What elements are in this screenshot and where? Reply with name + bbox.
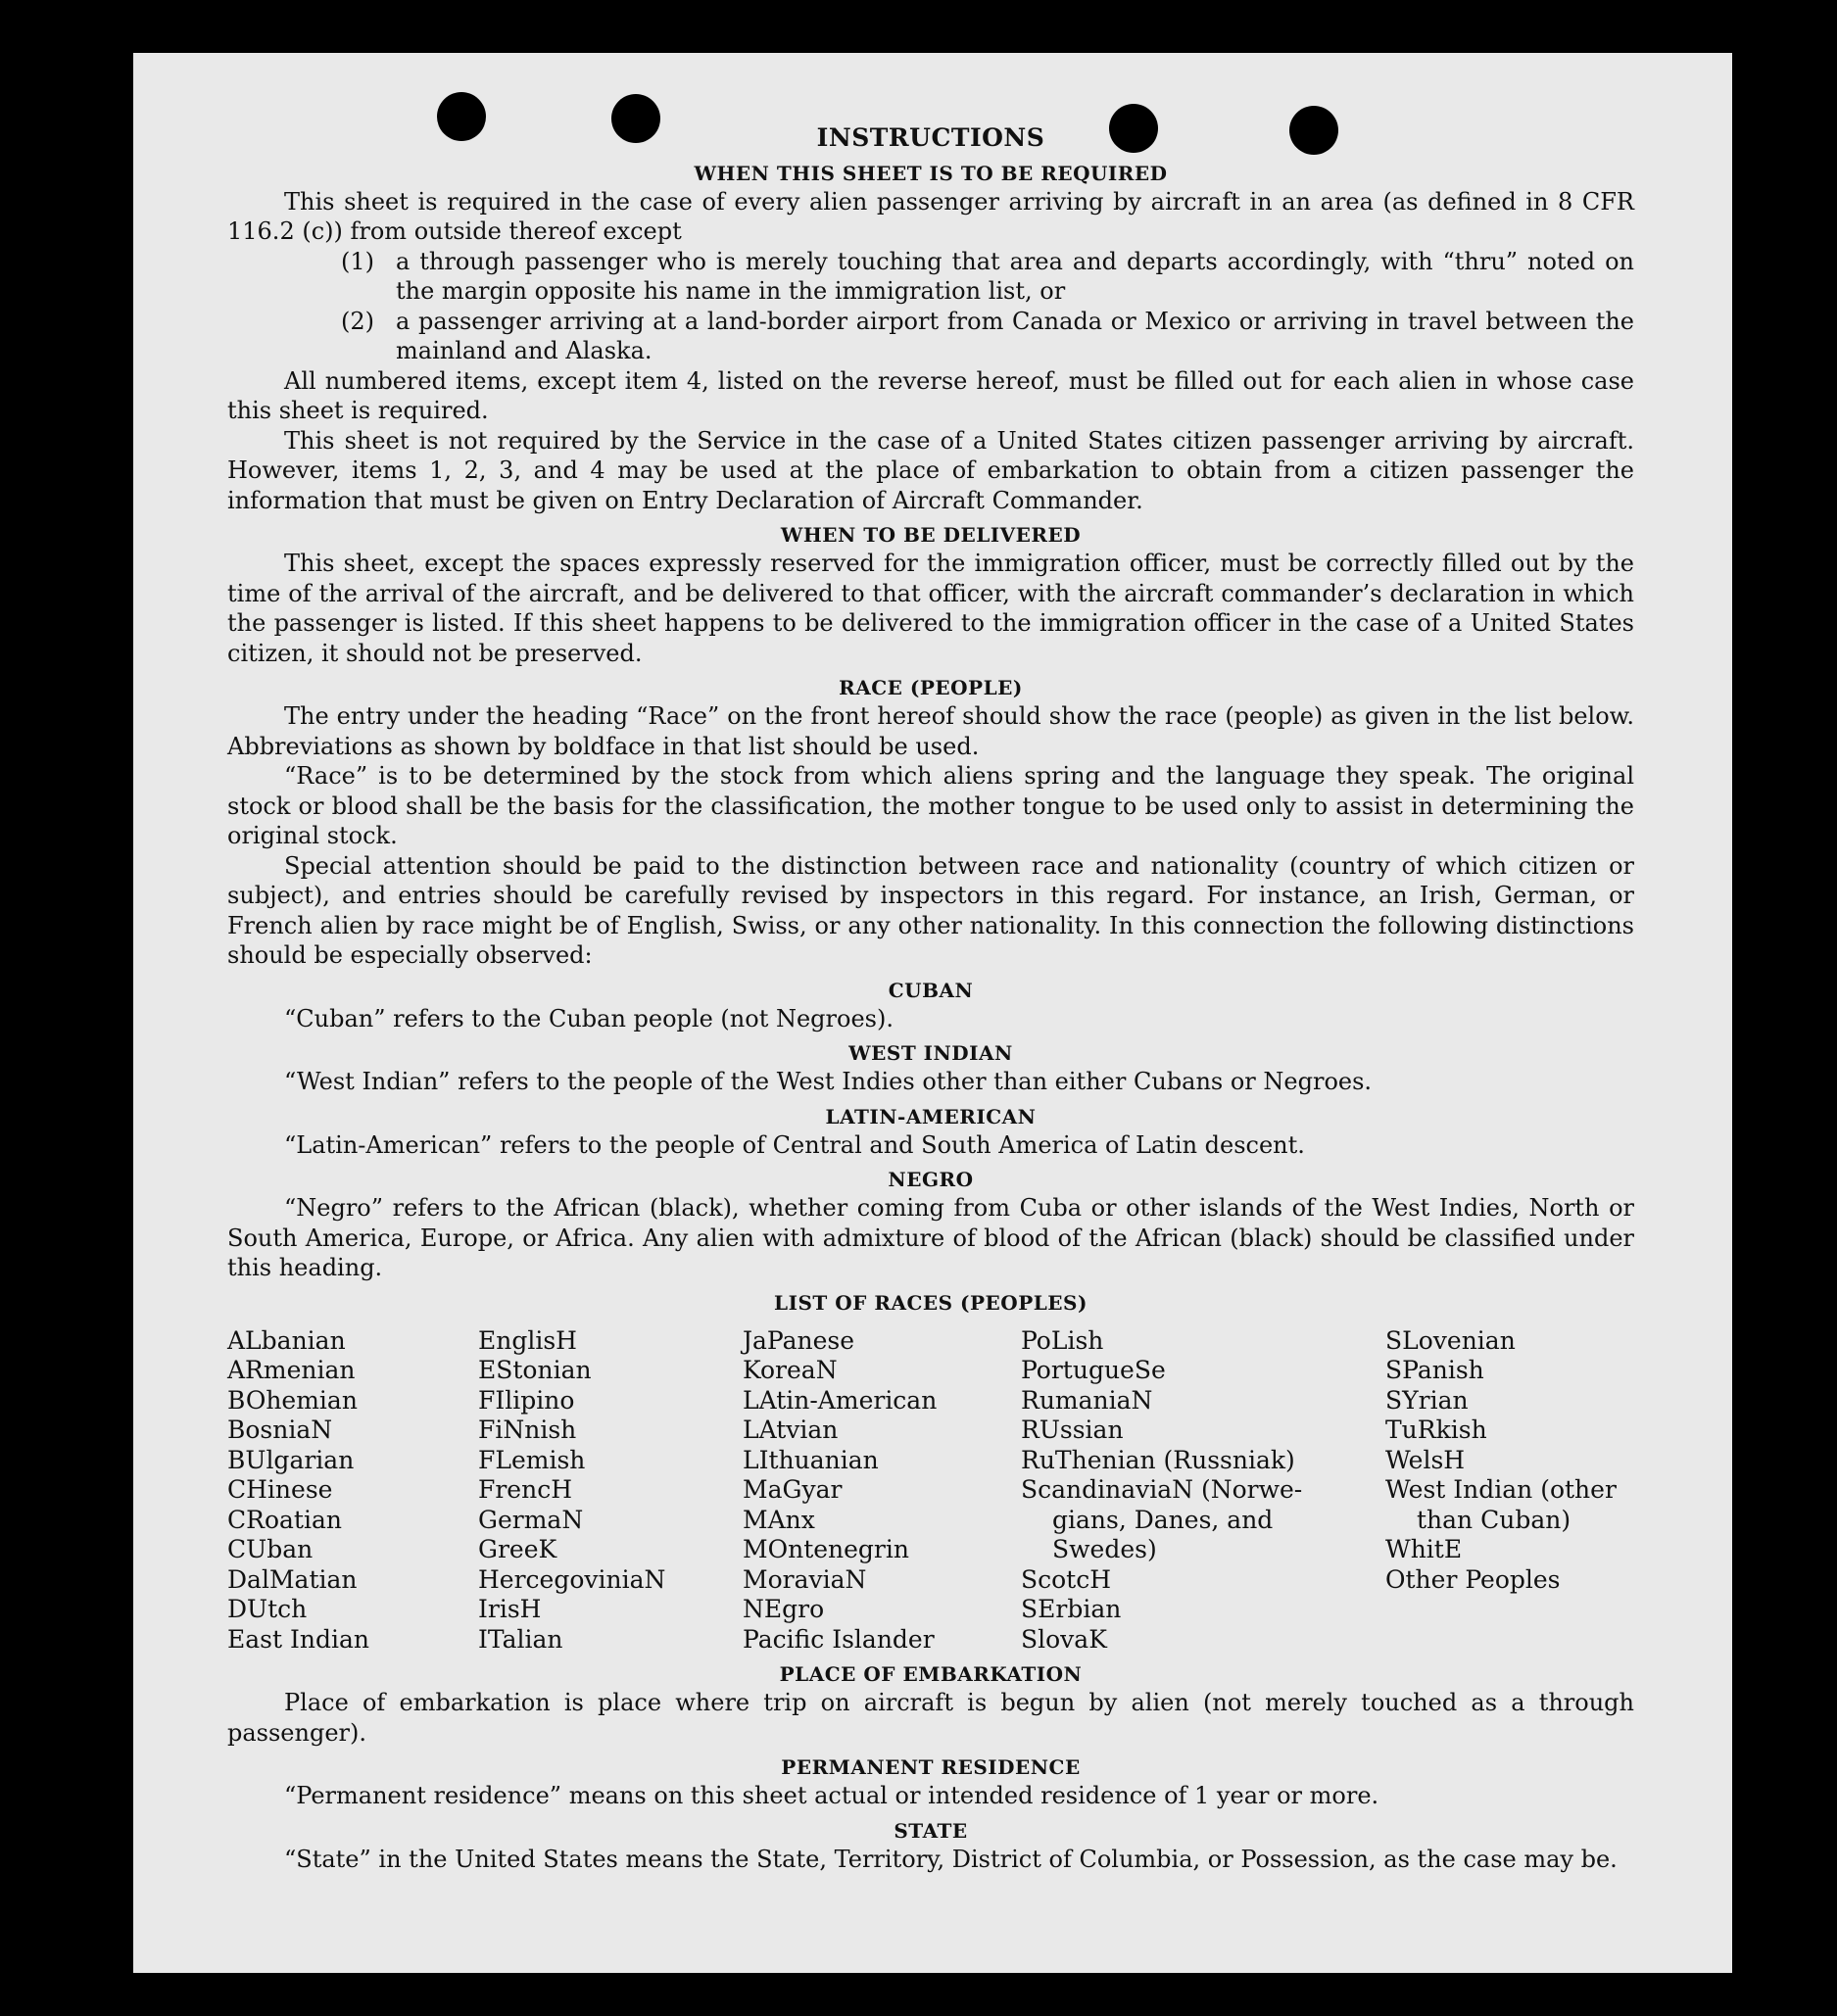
- race-entry: WhitE: [1385, 1535, 1463, 1563]
- paragraph: “State” in the United States means the State, Territory, District of Columbia, or Possession, as the case may be.: [284, 1845, 1618, 1873]
- race-entry: MAnx: [743, 1505, 815, 1534]
- race-column-4: [1021, 1326, 1385, 1656]
- race-entry: MaGyar: [743, 1475, 843, 1504]
- race-entry: Swedes): [1052, 1535, 1157, 1563]
- list-item: [227, 247, 1634, 307]
- race-entry: CUban: [227, 1535, 314, 1563]
- list-item: [227, 307, 1634, 366]
- race-column-2: [478, 1326, 743, 1656]
- race-entry: ScotcH: [1021, 1564, 1112, 1594]
- race-entry: Other Peoples: [1385, 1564, 1561, 1594]
- race-entry: West Indian (other: [1385, 1475, 1617, 1504]
- paragraph: Special attention should be paid to the distinction between race and nationality (country of which citizen or subject), and entries should be carefully revised by inspectors in this regard. For instance, an Irish, German, or French alien by race might be of English, Swiss, or any other nationality. In this connection the following distinctions should be especially observed:: [227, 851, 1634, 969]
- race-entry: RuThenian (Russniak): [1021, 1445, 1295, 1474]
- race-entry: IrisH: [478, 1595, 542, 1623]
- race-entry: DUtch: [227, 1595, 308, 1623]
- race-entry: MoraviaN: [743, 1564, 867, 1594]
- race-entry: DalMatian: [227, 1564, 358, 1594]
- race-entry: ARmenian: [227, 1356, 356, 1384]
- race-entry: FLemish: [478, 1445, 586, 1474]
- heading-list-of-races: LIST OF RACES (PEOPLES): [774, 1290, 1088, 1315]
- race-entry: PoLish: [1021, 1325, 1104, 1355]
- paragraph: Place of embarkation is place where trip on aircraft is begun by alien (not merely touched as a through passenger).: [227, 1689, 1634, 1747]
- item-text: a through passenger who is merely touching that area and departs accordingly, with “thru” noted on the margin opposite his name in the immigration list, or: [396, 247, 1634, 305]
- race-entry: SYrian: [1385, 1385, 1469, 1415]
- document-page: [133, 53, 1732, 1973]
- race-entry: LAtin-American: [743, 1385, 938, 1415]
- paragraph: “Cuban” refers to the Cuban people (not Negroes).: [284, 1004, 894, 1032]
- race-entry: JaPanese: [743, 1325, 855, 1355]
- paragraph: The entry under the heading “Race” on the front hereof should show the race (people) as given in the list below. Abbreviations as shown by boldface in that list should be used.: [227, 702, 1634, 760]
- race-entry: RumaniaN: [1021, 1385, 1153, 1415]
- race-entry: EnglisH: [478, 1325, 577, 1355]
- heading-west-indian: WEST INDIAN: [848, 1041, 1013, 1065]
- heading-state: STATE: [894, 1818, 968, 1843]
- heading-required: WHEN THIS SHEET IS TO BE REQUIRED: [694, 161, 1168, 185]
- race-entry: Pacific Islander: [743, 1624, 935, 1654]
- race-entry: LAtvian: [743, 1416, 839, 1444]
- race-entry: East Indian: [227, 1624, 369, 1654]
- paragraph: This sheet is required in the case of every alien passenger arriving by aircraft in an area (as defined in 8 CFR 116.2 (c)) from outside thereof except: [227, 187, 1634, 245]
- race-entry: FrencH: [478, 1475, 572, 1504]
- paragraph: “West Indian” refers to the people of the West Indies other than either Cubans or Negroes.: [284, 1068, 1373, 1095]
- race-entry: SLovenian: [1385, 1325, 1516, 1355]
- race-entry: LIthuanian: [743, 1445, 879, 1474]
- race-entry: FiNnish: [478, 1416, 577, 1444]
- race-entry: than Cuban): [1417, 1505, 1571, 1534]
- race-entry: gians, Danes, and: [1052, 1505, 1274, 1534]
- race-entry: BOhemian: [227, 1385, 358, 1415]
- race-entry: FIlipino: [478, 1385, 575, 1415]
- heading-embarkation: PLACE OF EMBARKATION: [779, 1662, 1083, 1686]
- race-entry: HercegoviniaN: [478, 1564, 666, 1594]
- paragraph: “Race” is to be determined by the stock from which aliens spring and the language they speak. The original stock or blood shall be the basis for the classification, the mother tongue to be used only to assist in determining the original stock.: [227, 762, 1634, 849]
- race-entry: SPanish: [1385, 1356, 1484, 1384]
- race-entry: ScandinaviaN (Norwe-: [1021, 1475, 1303, 1504]
- heading-delivered: WHEN TO BE DELIVERED: [780, 523, 1082, 547]
- race-entry: KoreaN: [743, 1356, 838, 1384]
- race-entry: SlovaK: [1021, 1624, 1107, 1654]
- item-text: a passenger arriving at a land-border airport from Canada or Mexico or arriving in travel between the mainland and Alaska.: [396, 307, 1634, 364]
- race-entry: RUssian: [1021, 1416, 1124, 1444]
- race-entry: PortugueSe: [1021, 1356, 1166, 1384]
- race-entry: BosniaN: [227, 1416, 333, 1444]
- race-entry: BUlgarian: [227, 1445, 355, 1474]
- race-entry: TuRkish: [1385, 1416, 1487, 1444]
- race-entry: EStonian: [478, 1356, 592, 1384]
- heading-residence: PERMANENT RESIDENCE: [781, 1755, 1081, 1779]
- page-title: INSTRUCTIONS: [816, 123, 1045, 152]
- race-list: [227, 1326, 1634, 1656]
- paragraph: “Negro” refers to the African (black), whether coming from Cuba or other islands of the West Indies, North or South America, Europe, or Africa. Any alien with admixture of blood of the African (black) should be classified under this heading.: [227, 1194, 1634, 1281]
- race-column-1: [227, 1326, 478, 1656]
- race-entry: GermaN: [478, 1505, 584, 1534]
- race-entry: ITalian: [478, 1624, 563, 1654]
- race-entry: CRoatian: [227, 1505, 342, 1534]
- race-column-5: [1385, 1326, 1634, 1656]
- race-entry: WelsH: [1385, 1445, 1466, 1474]
- race-entry: NEgro: [743, 1595, 825, 1623]
- item-number: (2): [341, 307, 374, 335]
- heading-race: RACE (PEOPLE): [839, 676, 1023, 699]
- paragraph: This sheet is not required by the Service in the case of a United States citizen passenger arriving by aircraft. However, items 1, 2, 3, and 4 may be used at the place of embarkation to obtain from a citizen passenger the information that must be given on Entry Declaration of Aircraft Commander.: [227, 426, 1634, 514]
- race-entry: MOntenegrin: [743, 1535, 909, 1563]
- instructions-body: [227, 123, 1634, 1874]
- race-entry: CHinese: [227, 1475, 333, 1504]
- heading-cuban: CUBAN: [888, 978, 974, 1002]
- paragraph: “Latin-American” refers to the people of Central and South America of Latin descent.: [284, 1130, 1305, 1159]
- race-entry: SErbian: [1021, 1595, 1122, 1623]
- paragraph: This sheet, except the spaces expressly reserved for the immigration officer, must be correctly filled out by the time of the arrival of the aircraft, and be delivered to that officer, with the aircraft commander’s declaration in which the passenger is listed. If this sheet happens to be delivered to the immigration officer in the case of a United States citizen, it should not be preserved.: [227, 550, 1634, 667]
- race-entry: GreeK: [478, 1535, 557, 1563]
- paragraph: All numbered items, except item 4, listed on the reverse hereof, must be filled out for each alien in whose case this sheet is required.: [227, 366, 1634, 424]
- heading-negro: NEGRO: [888, 1168, 974, 1191]
- race-column-3: [743, 1326, 1021, 1656]
- heading-latin-american: LATIN-AMERICAN: [825, 1104, 1037, 1128]
- item-number: (1): [341, 247, 374, 275]
- race-entry: ALbanian: [227, 1325, 346, 1355]
- paragraph: “Permanent residence” means on this sheet actual or intended residence of 1 year or more.: [284, 1782, 1379, 1809]
